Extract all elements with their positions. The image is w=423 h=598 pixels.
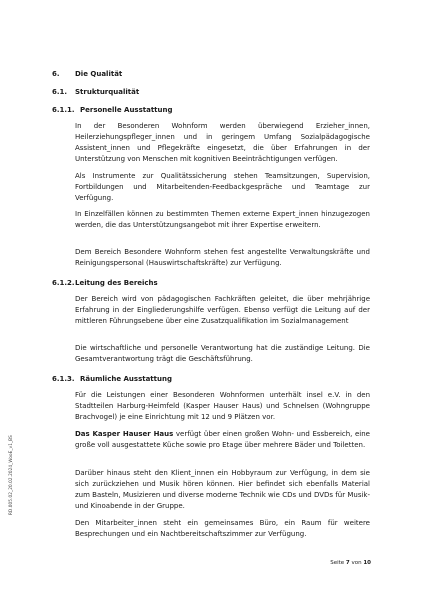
heading-number: 6. [52, 70, 60, 78]
heading-title: Räumliche Ausstattung [80, 375, 172, 383]
heading-number: 6.1.1. [52, 106, 75, 114]
document-code: RD.005.02_20.02.2024_WooE_v1_BS [8, 435, 13, 515]
heading-number: 6.1.2. [52, 279, 75, 287]
heading-title: Personelle Ausstattung [80, 106, 173, 114]
paragraph [75, 429, 370, 451]
heading-number: 6.1. [52, 88, 68, 96]
paragraph: Darüber hinaus steht den Klient_innen ein Hobbyraum zur Verfügung, in dem sie sich zurückziehen und Musik hören können. Hier befindet sich ebenfalls Material zum Basteln, Musizieren und diverse moderne Technik wie CDs und DVDs für Musik- und Kinoabende in der Gruppe. [75, 469, 370, 511]
heading-title: Leitung des Bereichs [75, 279, 158, 287]
total-pages: 10 [363, 560, 371, 566]
page-middle: von [349, 560, 364, 566]
emphasis-text: Das Kasper Hauser Haus [75, 430, 174, 438]
paragraph: Die wirtschaftliche und personelle Verantwortung hat die zuständige Leitung. Die Gesamtverantwortung trägt die Geschäftsführung. [75, 344, 370, 364]
paragraph: In Einzelfällen können zu bestimmten Themen externe Expert_innen hinzugezogen werden, die das Unterstützungsangebot mit ihrer Expertise erweitern. [75, 210, 370, 230]
current-page: 7 [345, 560, 350, 566]
paragraph: Als Instrumente zur Qualitätssicherung stehen Teamsitzungen, Supervision, Fortbildungen und Mitarbeitenden-Feedbackgespräche und Teamtage zur Verfügung. [75, 172, 370, 203]
page-prefix: Seite [330, 560, 346, 566]
heading-number: 6.1.3. [52, 375, 75, 383]
page-number [330, 560, 371, 566]
heading-title: Die Qualität [75, 70, 123, 78]
paragraph: Der Bereich wird von pädagogischen Fachkräften geleitet, die über mehrjährige Erfahrung in der Eingliederungshilfe verfügen. Ebenso verfügt die Leitung auf der mittleren Führungsebene über eine Zusatzqualifikation im Sozialmanagement [75, 295, 370, 326]
paragraph: Dem Bereich Besondere Wohnform stehen fest angestellte Verwaltungskräfte und Reinigungspersonal (Hauswirtschaftskräfte) zur Verfügung. [75, 248, 370, 268]
paragraph: Für die Leistungen einer Besonderen Wohnformen unterhält insel e.V. in den Stadtteilen Harburg-Heimfeld (Kasper Hauser Haus) und Schnelsen (Wohngruppe Brachvogel) je eine Einrichtung mit 12 und 9 Plätzen vor. [75, 391, 370, 422]
paragraph: In der Besonderen Wohnform werden überwiegend Erzieher_innen, Heilerziehungspfleger_innen und in geringem Umfang Sozialpädagogische Assistent_innen und Pflegekräfte eingesetzt, die über Erfahrungen in der Unterstützung von Menschen mit kognitiven Beeinträchtigungen verfügen. [75, 122, 370, 164]
paragraph: Den Mitarbeiter_innen steht ein gemeinsames Büro, ein Raum für weitere Besprechungen und ein Nachtbereitschaftszimmer zur Verfügung. [75, 519, 370, 539]
heading-title: Strukturqualität [75, 88, 140, 96]
paragraph-text: verfügt über einen großen Wohn- und Essbereich, eine große voll ausgestattete Küche sowie pro Etage über mehrere Bäder und Toiletten. [75, 430, 370, 450]
